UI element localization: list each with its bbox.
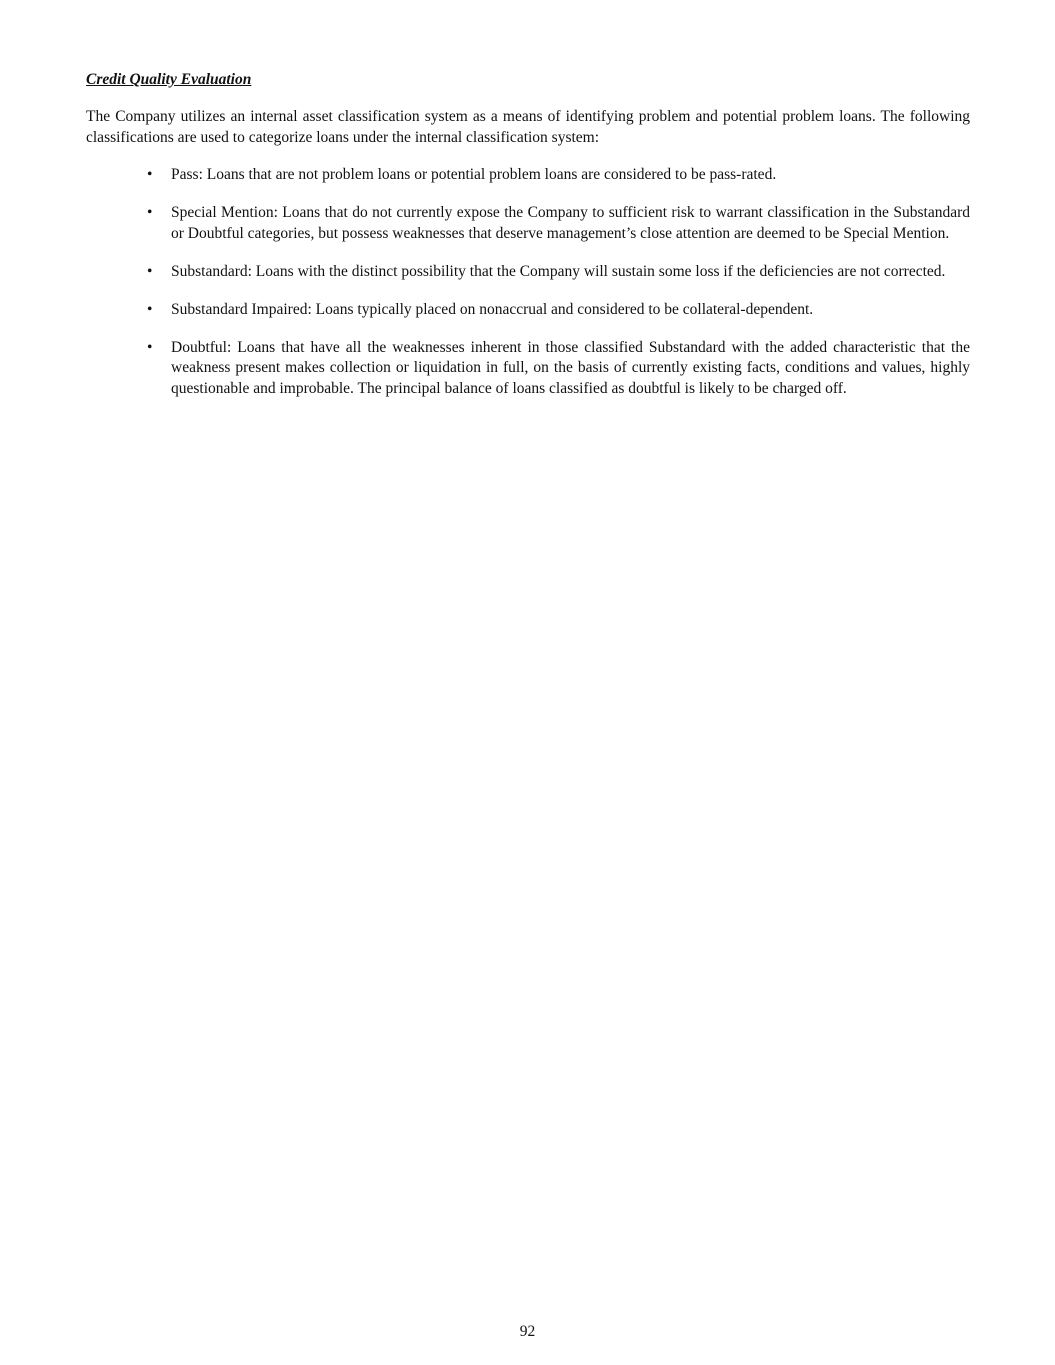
classification-text: Pass: Loans that are not problem loans or potential problem loans are considered to be pass-rated.	[171, 166, 777, 183]
bullet-icon: •	[147, 338, 153, 356]
classification-doubtful	[147, 338, 970, 400]
bullet-icon: •	[147, 300, 153, 318]
intro-paragraph: The Company utilizes an internal asset classification system as a means of identifying problem and potential problem loans. The following classifications are used to categorize loans under the internal classification system:	[86, 108, 970, 146]
classification-substandard	[147, 262, 970, 283]
page-number: 92	[519, 1323, 536, 1340]
bullet-icon: •	[147, 262, 153, 280]
classification-text: Special Mention: Loans that do not currently expose the Company to sufficient risk to warrant classification in the Substandard or Doubtful categories, but possess weaknesses that deserve management’s close attention are deemed to be Special Mention.	[171, 204, 970, 242]
classification-special-mention	[147, 203, 970, 244]
classification-substandard-impaired	[147, 300, 970, 321]
section-title: Credit Quality Evaluation	[86, 71, 252, 88]
bullet-icon: •	[147, 204, 153, 221]
bullet-icon: •	[147, 166, 153, 183]
classification-text: Substandard: Loans with the distinct possibility that the Company will sustain some loss if the deficiencies are not corrected.	[171, 262, 946, 280]
page-content	[86, 69, 970, 417]
classification-text: Substandard Impaired: Loans typically placed on nonaccrual and considered to be collateral-dependent.	[171, 300, 814, 318]
classification-list	[86, 165, 970, 399]
classification-pass	[147, 165, 970, 186]
classification-text: Doubtful: Loans that have all the weaknesses inherent in those classified Substandard with the added characteristic that the weakness present makes collection or liquidation in full, on the basis of currently existing facts, conditions and values, highly questionable and improbable. The principal balance of loans classified as doubtful is likely to be charged off.	[171, 338, 970, 397]
